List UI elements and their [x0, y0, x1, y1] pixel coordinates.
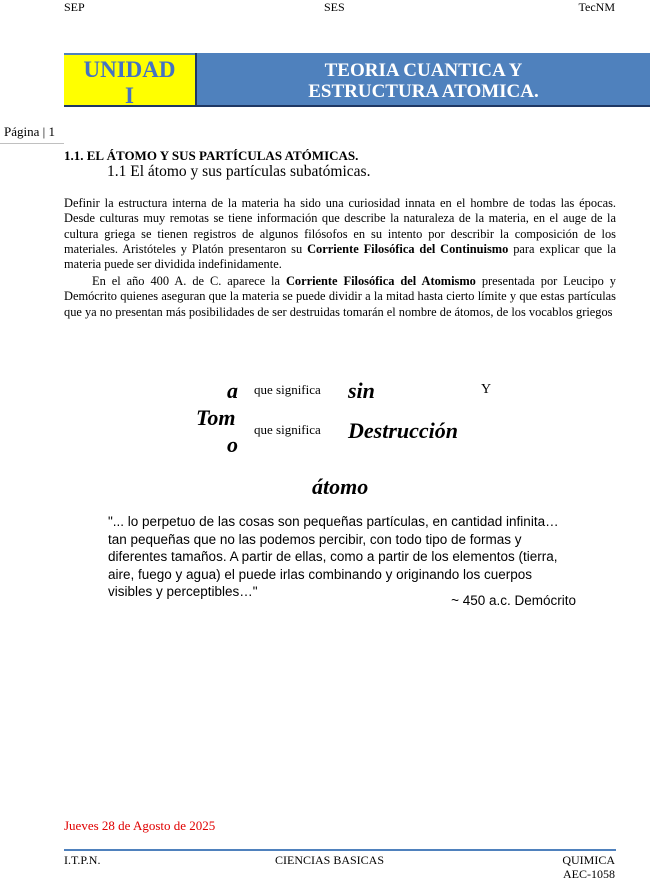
democritus-quote: "... lo perpetuo de las cosas son pequeñas partículas, en cantidad infinita… tan pequeñas que no las podemos percibir, con todo tipo de formas y diferentes tamaños. A partir de ellas, como a partir de los elementos (tierra, aire, fuego y agua) el puede irlas combinando y originando los cuerpos visibles y perceptibles…": [108, 514, 559, 599]
footer-subject: QUIMICA: [562, 853, 615, 867]
unit-number: I: [125, 83, 134, 108]
footer-divider: [64, 849, 616, 851]
paragraph-atomism: [64, 274, 616, 320]
unit-label: UNIDAD: [83, 57, 176, 82]
unit-title-line1: TEORIA CUANTICA Y: [324, 60, 523, 81]
footer-left: I.T.P.N.: [64, 853, 101, 867]
greek-prefix-a: a: [227, 378, 238, 403]
means-label-2: que significa: [254, 422, 321, 437]
header-center: SES: [324, 0, 345, 14]
paragraph1-bold: Corriente Filosófica del Continuismo: [307, 241, 509, 256]
section-heading: 1.1. EL ÁTOMO Y SUS PARTÍCULAS ATÓMICAS.: [64, 148, 359, 163]
paragraph2-tail: presentada por Leucipo y Demócrito quienes aseguran que la materia se puede dividir a la mitad hasta cierto límite y que estas partículas que ya no presentan más posibilidades de ser destruidas tomarán el nombre de átomos, de los vocablos griegos: [64, 274, 616, 319]
document-date: Jueves 28 de Agosto de 2025: [64, 818, 216, 833]
paragraph1-tail: para explicar que la materia puede ser dividida indefinidamente.: [64, 241, 616, 272]
quote-author: ~ 450 a.c. Demócrito: [451, 593, 576, 608]
footer-right: [562, 853, 615, 881]
meaning-sin: sin: [348, 378, 375, 403]
section-subheading: 1.1 El átomo y sus partículas subatómicas.: [107, 163, 371, 180]
greek-root-o: o: [227, 432, 238, 457]
paragraph1-text: Definir la estructura interna de la materia ha sido una curiosidad innata en el hombre de todas las épocas. Desde culturas muy remotas se tiene información que describe la naturaleza de la materia, en el auge de la cultura griega se tienen registros de algunos filósofos en su intento por describir la composición de los materiales. Aristóteles y Platón presentaron su: [64, 196, 616, 256]
page-number: Página | 1: [4, 124, 55, 139]
unit-title-line2: ESTRUCTURA ATOMICA.: [308, 81, 539, 102]
header-right: TecNM: [578, 0, 615, 14]
page-number-divider: [0, 143, 64, 144]
paragraph-continuism: [64, 196, 616, 272]
unit-banner: [64, 53, 195, 107]
footer-center: CIENCIAS BASICAS: [275, 853, 385, 867]
paragraph2-text: En el año 400 A. de C. aparece la: [92, 274, 286, 288]
means-label-1: que significa: [254, 382, 321, 397]
header-left: SEP: [64, 0, 85, 14]
result-atomo: átomo: [312, 474, 369, 499]
meaning-destruccion: Destrucción: [348, 418, 458, 443]
connector-y: Y: [481, 382, 492, 397]
footer-code: AEC-1058: [563, 867, 615, 881]
greek-root-tom: Tom: [196, 405, 236, 430]
unit-title-banner: [195, 53, 650, 107]
paragraph2-bold: Corriente Filosófica del Atomismo: [285, 274, 476, 288]
